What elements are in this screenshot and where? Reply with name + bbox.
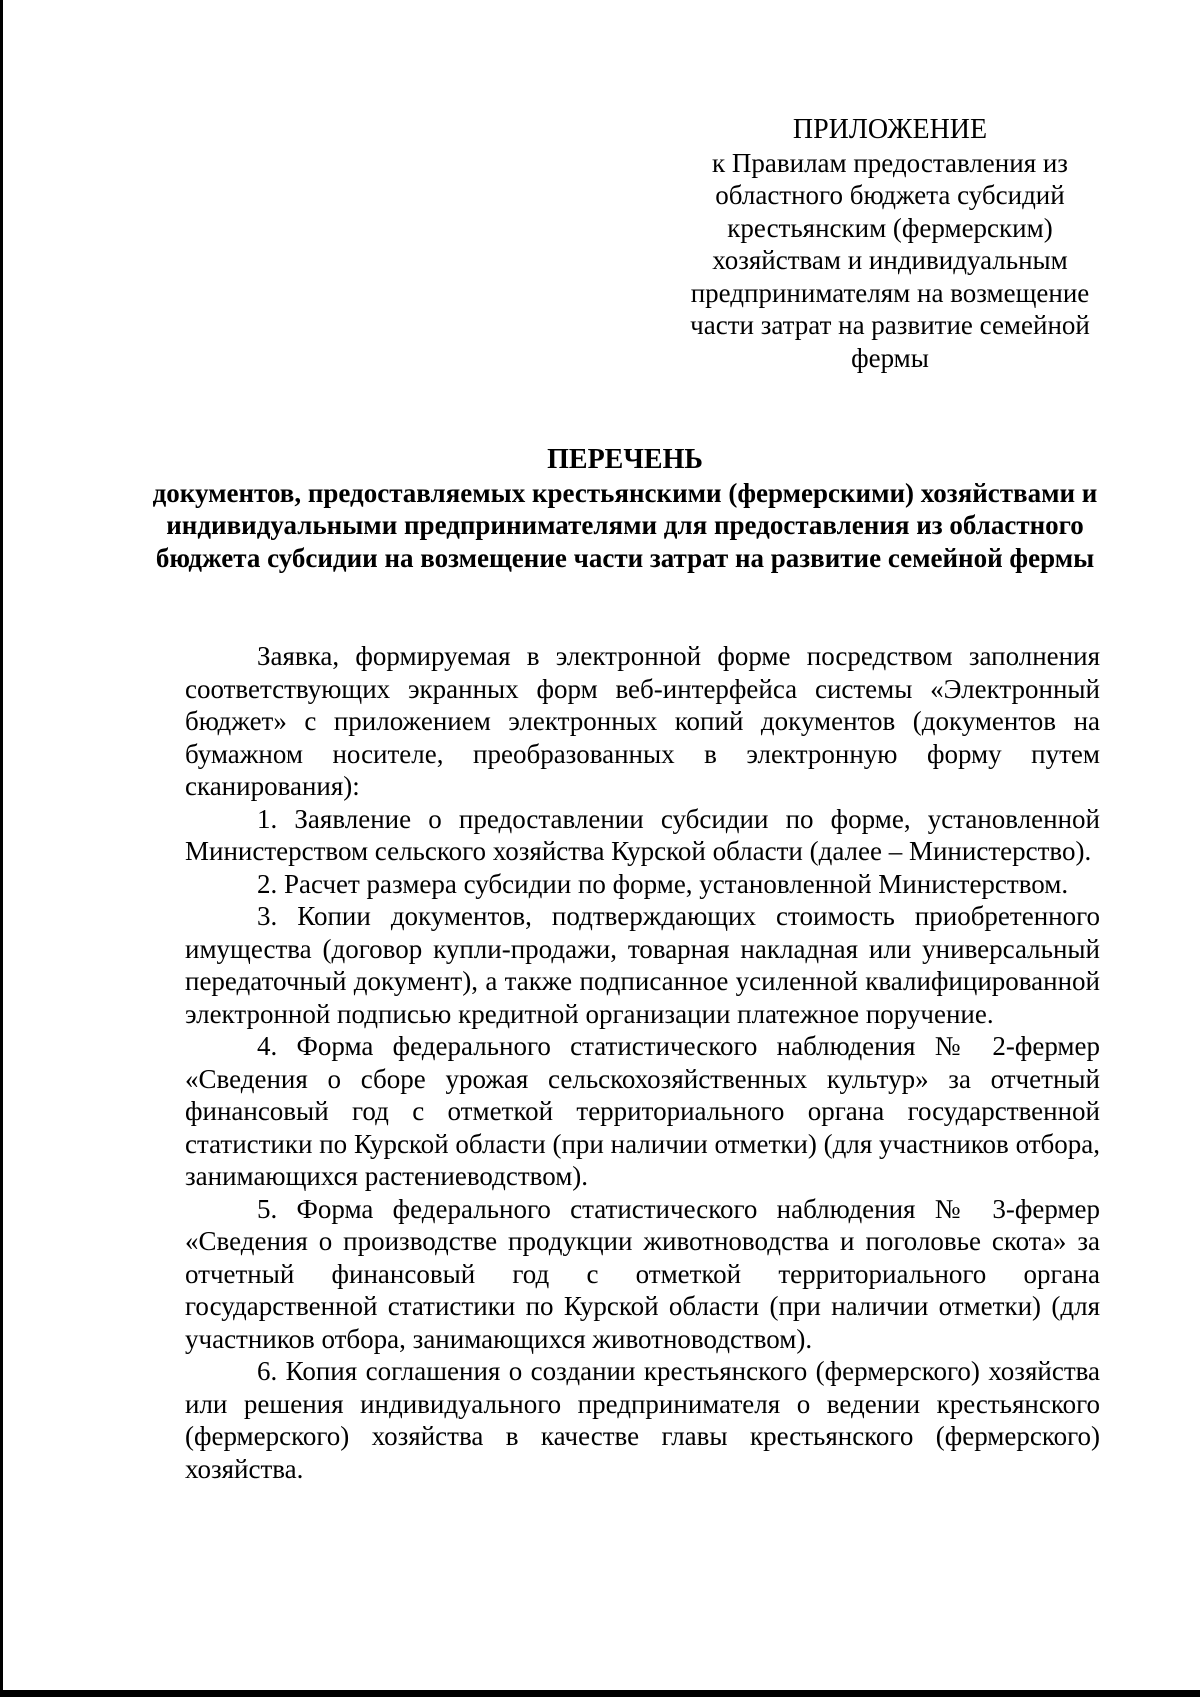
document-list-heading xyxy=(150,444,1100,574)
list-title-subtitle: документов, предоставляемых крестьянскими (фермерскими) хозяйствами и индивидуальными предпринимателями для предоставления из областного бюджета субсидии на возмещение части затрат на развитие семейной фермы xyxy=(152,477,1098,573)
list-item-6: 6. Копия соглашения о создании крестьянского (фермерского) хозяйства или решения индивидуального предпринимателя о ведении крестьянского (фермерского) хозяйства в качестве главы крестьянского (фермерского) хозяйства. xyxy=(185,1356,1100,1484)
list-item-3: 3. Копии документов, подтверждающих стоимость приобретенного имущества (договор купли-продажи, товарная накладная или универсальный передаточный документ), а также подписанное усиленной квалифицированной электронной подписью кредитной организации платежное поручение. xyxy=(185,901,1100,1029)
list-item-2: 2. Расчет размера субсидии по форме, установленной Министерством. xyxy=(257,868,1069,899)
scan-left-border xyxy=(0,0,3,1697)
list-item-4: 4. Форма федерального статистического наблюдения № 2-фермер «Сведения о сборе урожая сельскохозяйственных культур» за отчетный финансовый год с отметкой территориального органа государственной статистики по Курской области (при наличии отметки) (для участников отбора, занимающихся растениеводством). xyxy=(185,1031,1100,1191)
appendix-title: ПРИЛОЖЕНИЕ xyxy=(792,114,988,145)
list-title-main: ПЕРЕЧЕНЬ xyxy=(547,444,703,475)
intro-paragraph: Заявка, формируемая в электронной форме посредством заполнения соответствующих экранных форм веб-интерфейса системы «Электронный бюджет» с приложением электронных копий документов (документов на бумажном носителе, преобразованных в электронную форму путем сканирования): xyxy=(185,641,1100,801)
list-item-5: 5. Форма федерального статистического наблюдения № 3-фермер «Сведения о производстве продукции животноводства и поголовье скота» за отчетный финансовый год с отметкой территориального органа государственной статистики по Курской области (при наличии отметки) (для участников отбора, занимающихся животноводством). xyxy=(185,1193,1100,1354)
scan-bottom-border xyxy=(0,1690,1200,1697)
appendix-block xyxy=(690,114,1090,374)
document-body xyxy=(185,640,1100,1485)
list-item-1: 1. Заявление о предоставлении субсидии по форме, установленной Министерством сельского хозяйства Курской области (далее – Министерство). xyxy=(185,803,1100,866)
appendix-text: к Правилам предоставления из областного бюджета субсидий крестьянским (фермерским) хозяйствам и индивидуальным предпринимателям на возмещение части затрат на развитие семейной фермы xyxy=(690,147,1090,373)
